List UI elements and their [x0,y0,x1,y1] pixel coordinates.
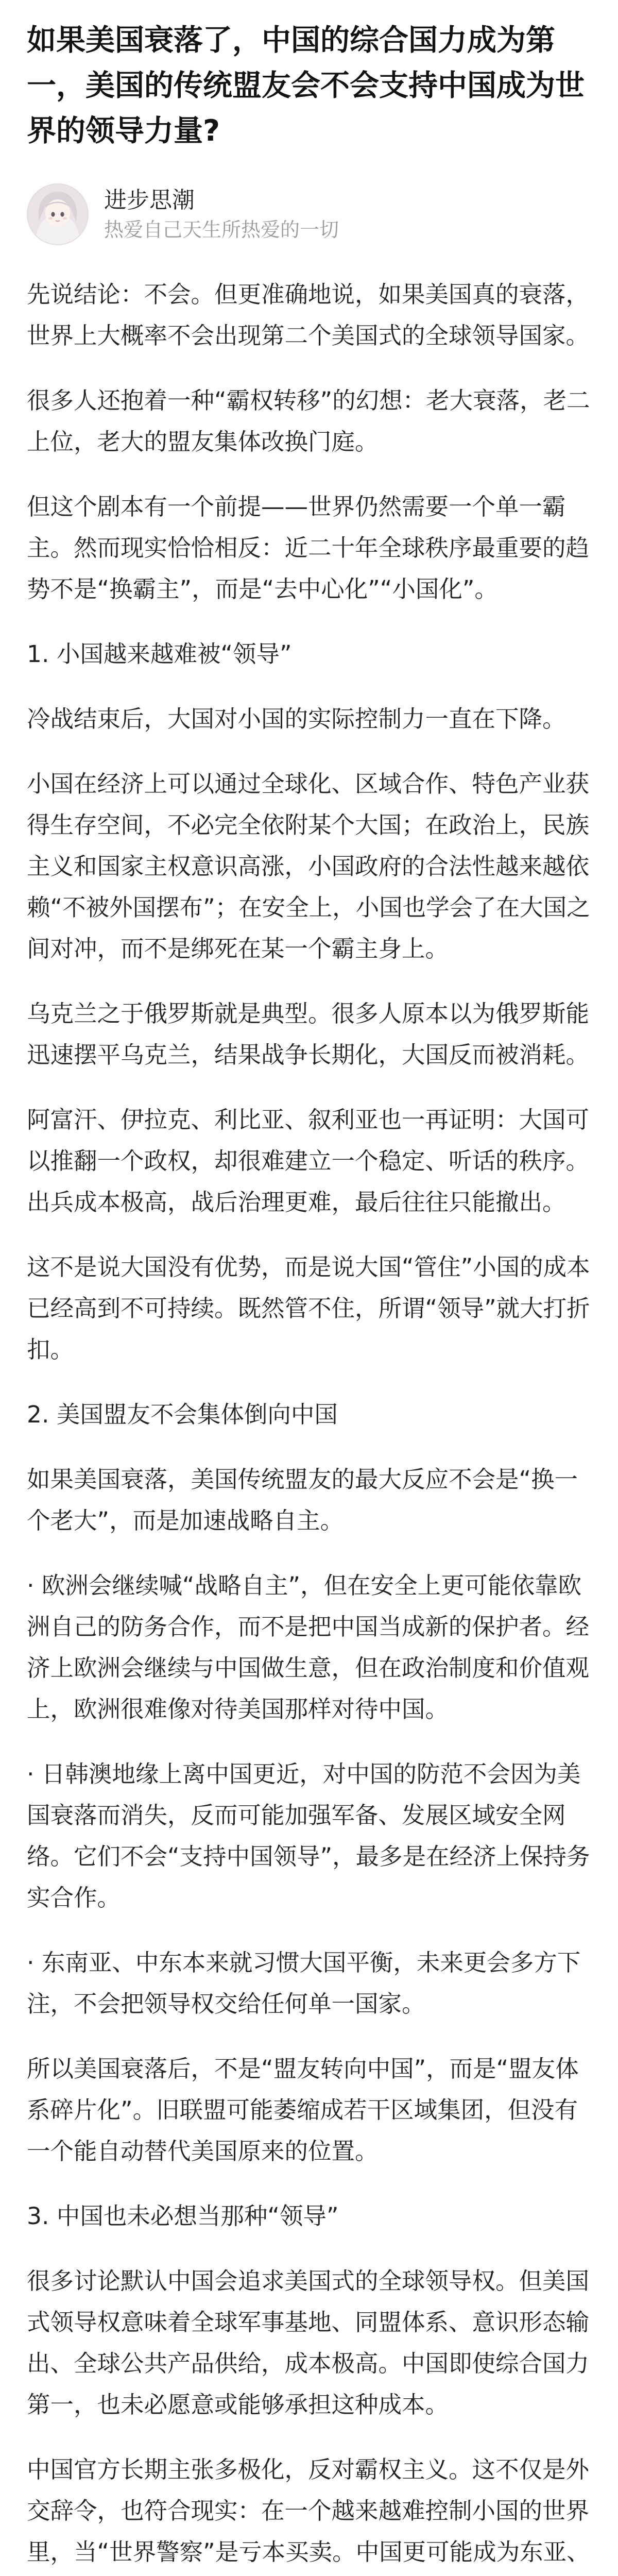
bullet-paragraph: · 东南亚、中东本来就习惯大国平衡，未来更会多方下注，不会把领导权交给任何单一国家。 [27,1949,581,2018]
paragraph: 这不是说大国没有优势，而是说大国“管住”小国的成本已经高到不可持续。既然管不住，所谓“领导”就大打折扣。 [27,1253,590,1363]
anime-girl-avatar-icon[interactable] [27,183,89,245]
author-bar [27,183,591,245]
paragraph: 但这个剧本有一个前提——世界仍然需要一个单一霸主。然而现实恰恰相反：近二十年全球秩序最重要的趋势不是“换霸主”，而是“去中心化”“小国化”。 [27,493,590,603]
paragraph: 所以美国衰落后，不是“盟友转向中国”，而是“盟友体系碎片化”。旧联盟可能萎缩成若干区域集团，但没有一个能自动替代美国原来的位置。 [27,2055,579,2165]
paragraph: 先说结论：不会。但更准确地说，如果美国真的衰落，世界上大概率不会出现第二个美国式的全球领导国家。 [27,281,590,349]
paragraph: 很多讨论默认中国会追求美国式的全球领导权。但美国式领导权意味着全球军事基地、同盟体系、意识形态输出、全球公共产品供给，成本极高。中国即使综合国力第一，也未必愿意或能够承担这种成本。 [27,2267,590,2418]
paragraph: 冷战结束后，大国对小国的实际控制力一直在下降。 [27,705,566,733]
author-info [104,185,339,244]
paragraph: 中国官方长期主张多极化，反对霸权主义。这不仅是外交辞令，也符合现实：在一个越来越难控制小国的世界里，当“世界警察”是亏本买卖。中国更可能成为东亚、 [27,2456,590,2566]
paragraph: 小国在经济上可以通过全球化、区域合作、特色产业获得生存空间，不必完全依附某个大国；在政治上，民族主义和国家主权意识高涨，小国政府的合法性越来越依赖“不被外国摆布”；在安全上，小国也学会了在大国之间对冲，而不是绑死在某一个霸主身上。 [27,770,590,962]
section-heading: 1. 小国越来越难被“领导” [27,640,292,668]
answer-body [27,274,591,2576]
paragraph: 如果美国衰落，美国传统盟友的最大反应不会是“换一个老大”，而是加速战略自主。 [27,1466,578,1534]
bullet-paragraph: · 日韩澳地缘上离中国更近，对中国的防范不会因为美国衰落而消失，反而可能加强军备、发展区域安全网络。它们不会“支持中国领导”，最多是在经济上保持务实合作。 [27,1760,590,1911]
section-heading: 3. 中国也未必想当那种“领导” [27,2202,339,2230]
paragraph: 很多人还抱着一种“霸权转移”的幻想：老大衰落，老二上位，老大的盟友集体改换门庭。 [27,387,590,455]
bullet-paragraph: · 欧洲会继续喊“战略自主”，但在安全上更可能依靠欧洲自己的防务合作，而不是把中国当成新的保护者。经济上欧洲会继续与中国做生意，但在政治制度和价值观上，欧洲很难像对待美国那样对待中国。 [27,1572,590,1723]
author-bio: 热爱自己天生所热爱的一切 [104,218,339,241]
author-name[interactable]: 进步思潮 [104,187,195,213]
question-title[interactable]: 如果美国衰落了，中国的综合国力成为第一，美国的传统盟友会不会支持中国成为世界的领导力量? [27,23,585,148]
section-heading: 2. 美国盟友不会集体倒向中国 [27,1401,338,1428]
paragraph: 乌克兰之于俄罗斯就是典型。很多人原本以为俄罗斯能迅速摆平乌克兰，结果战争长期化，大国反而被消耗。 [27,1000,590,1069]
avatar-illustration [28,184,88,244]
paragraph: 阿富汗、伊拉克、利比亚、叙利亚也一再证明：大国可以推翻一个政权，却很难建立一个稳定、听话的秩序。出兵成本极高，战后治理更难，最后往往只能撤出。 [27,1106,590,1216]
